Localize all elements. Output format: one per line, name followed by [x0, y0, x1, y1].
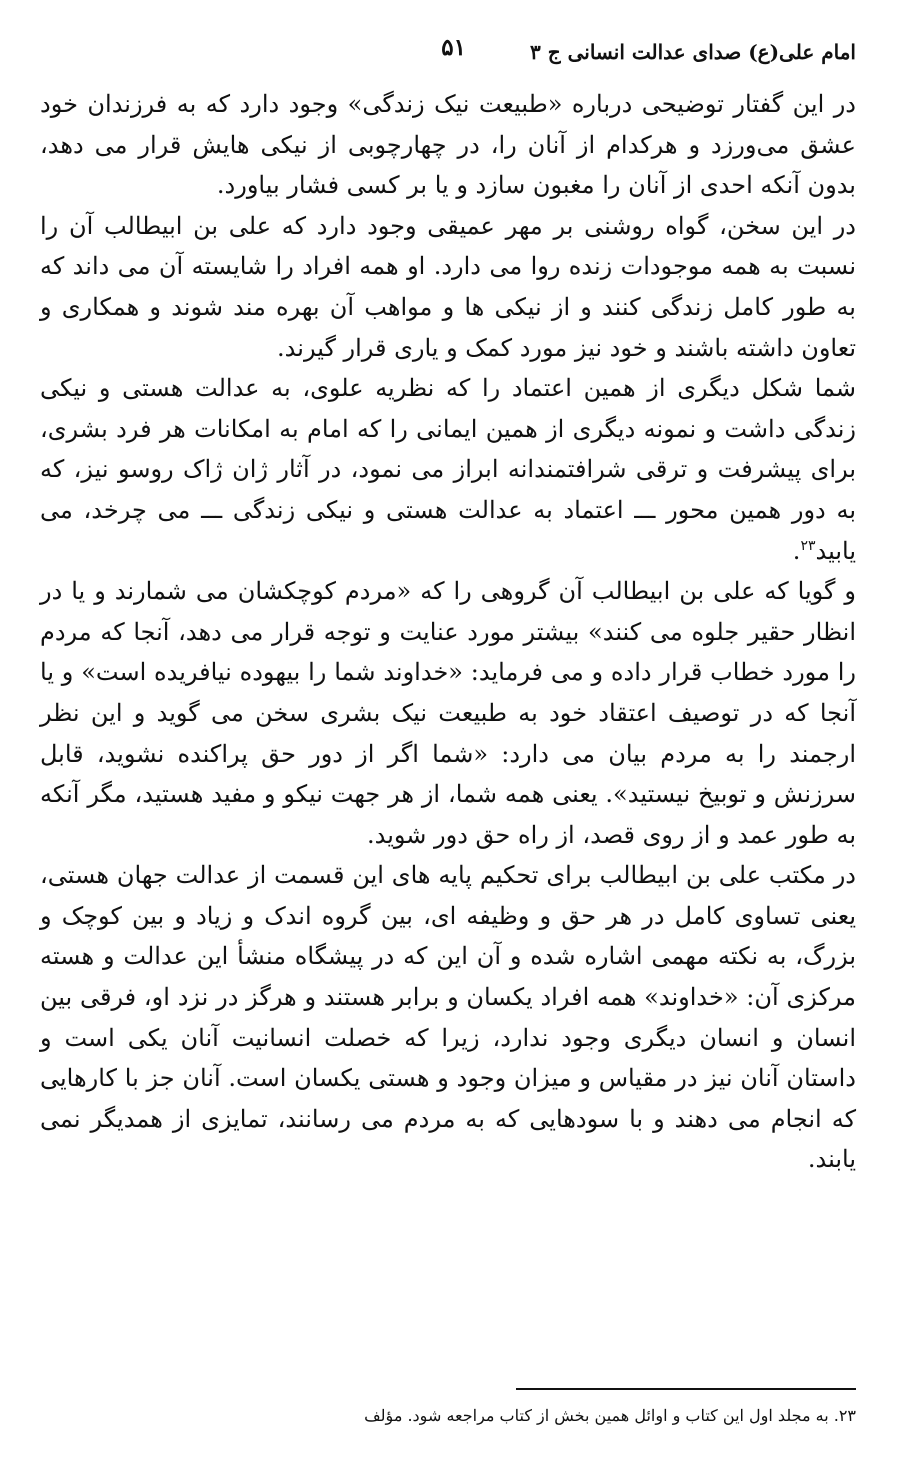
paragraph: در این گفتار توضیحی درباره «طبیعت نیک زندگی» وجود دارد که به فرزندان خود عشق می‌ورزد و هرکدام از آنان را، در چهارچوبی از نیکی هایش قرار می دهد، بدون آنکه احدی از آنان را مغبون سازد و یا بر کسی فشار بیاورد.	[40, 90, 856, 200]
page-header	[40, 34, 856, 74]
paragraph: در مکتب علی بن ابیطالب برای تحکیم پایه های این قسمت از عدالت جهان هستی، یعنی تساوی کامل در هر حق و وظیفه ای، بین گروه اندک و زیاد و بین کوچک و بزرگ، به نکته مهمی اشاره شده و آن این که در پیشگاه منشأ این عدالت و هسته مرکزی آن: «خداوند» همه افراد یکسان و برابر هستند و هرگز در نزد او، فرقی بین انسان و انسان دیگری وجود ندارد، زیرا که خصلت انسانیت آنان یکی است و داستان آنان نیز در مقیاس و میزان وجود و هستی یکسان است. آنان جز با کارهایی که انجام می دهند و با سودهایی که به مردم می رسانند، تمایزی از همدیگر نمی یابند.	[40, 861, 856, 1174]
paragraph: در این سخن، گواه روشنی بر مهر عمیقی وجود دارد که علی بن ابیطالب آن را نسبت به همه موجودات زنده روا می دارد. او همه افراد را شایسته آن می داند که به طور کامل زندگی کنند و از نیکی ها و مواهب آن بهره مند شوند و همکاری و تعاون داشته باشند و خود نیز مورد کمک و یاری قرار گیرند.	[40, 211, 856, 362]
running-title: امام علی(ع) صدای عدالت انسانی ج ۳	[530, 40, 856, 64]
main-text	[40, 84, 856, 1180]
page-number: ۵۱	[441, 34, 466, 61]
footnote-divider	[516, 1388, 856, 1390]
footnote: ۲۳. به مجلد اول این کتاب و اوائل همین بخش از کتاب مراجعه شود. مؤلف	[364, 1406, 856, 1425]
paragraph-text: شما شکل دیگری از همین اعتماد را که نظریه علوی، به عدالت هستی و نیکی زندگی داشت و نمونه دیگری از همین ایمانی را که امام به امکانات هر فرد بشری، برای پیشرفت و ترقی شرافتمندانه ابراز می نمود، در آثار ژان ژاک روسو نیز، که به دور همین محور ـــ اعتماد به عدالت هستی و نیکی زندگی ـــ می چرخد، می یابید	[40, 374, 856, 565]
paragraph-end-mark: .	[792, 536, 801, 565]
footnote-reference: ۲۳	[800, 537, 816, 554]
paragraph: و گویا که علی بن ابیطالب آن گروهی را که «مردم کوچکشان می شمارند و یا در انظار حقیر جلوه می کنند» بیشتر مورد عنایت و توجه قرار می دهد، آنجا که مردم را مورد خطاب قرار داده و می فرماید: «خداوند شما را بیهوده نیافریده است» و یا آنجا که در توصیف اعتقاد خود به طبیعت نیک بشری سخن می گوید و این نظر ارجمند را به مردم بیان می دارد: «شما اگر از دور حق پراکنده نشوید، قابل سرزنش و توبیخ نیستید». یعنی همه شما، از هر جهت نیکو و مفید هستید، مگر آنکه به طور عمد و از روی قصد، از راه حق دور شوید.	[40, 577, 857, 849]
paragraph	[40, 368, 856, 571]
